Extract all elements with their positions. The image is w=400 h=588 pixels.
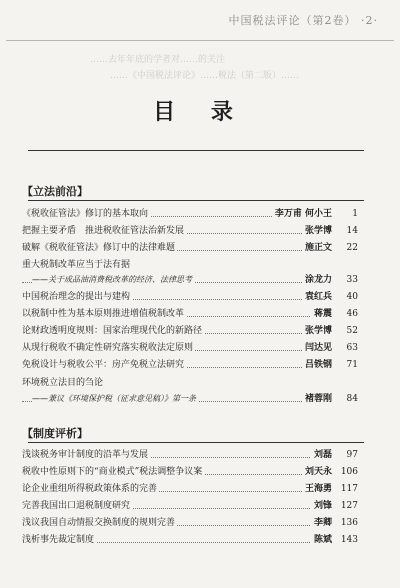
entry-title: 免税设计与税收公平：房产免税立法研究 [22,360,185,370]
entry-page: 97 [346,450,358,460]
toc-entry[interactable] [22,224,358,238]
toc-entry[interactable] [22,324,358,338]
entry-author: 李万甫 何小王 [272,207,332,221]
entry-page: 1 [352,209,358,219]
toc-entry[interactable] [22,533,358,547]
running-header [229,12,379,28]
entry-page: 63 [346,343,358,353]
entry-author: 张学博 [302,224,332,238]
entry-author: 陈斌 [311,533,332,547]
entry-title: 论企业重组所得税政策体系的完善 [22,484,158,494]
entry-author: 褚蓉刚 [302,392,332,406]
entry-title: 以税制中性为基本原则推进增值税制改革 [22,309,185,319]
section-heading: 【立法前沿】 [22,185,88,198]
entry-title: 《税收征管法》修订的基本取向 [22,209,149,219]
bleed-through-text: ……《中国税法评论》……税法（第二版）…… [110,71,300,81]
entry-page: 52 [346,326,358,336]
toc-entry-title-line[interactable] [22,376,358,390]
entry-title: 重大税制改革应当于法有据 [22,260,131,270]
toc-entry[interactable] [22,392,358,406]
entry-page: 117 [340,484,358,494]
entry-author: 刘天永 [302,465,332,479]
toc-entry[interactable] [22,207,358,221]
entry-title: 完善我国出口退税制度研究 [22,501,131,511]
entry-page: 143 [340,535,358,545]
toc-entry[interactable] [22,290,358,304]
entry-title: 破解《税收征管法》修订中的法律难题 [22,243,176,253]
divider [28,200,364,201]
entry-page: 71 [346,360,358,370]
entry-page: 33 [346,275,358,285]
toc-entry[interactable] [22,482,358,496]
entry-subtitle: ——兼议《环境保护税（征求意见稿）》第一条 [32,392,198,406]
entry-page: 22 [346,243,358,253]
section-heading: 【制度评析】 [22,427,88,440]
entry-page: 106 [340,467,358,477]
entry-author: 李卿 [311,516,332,530]
entry-author: 蒋震 [311,307,332,321]
entry-author: 王海勇 [302,482,332,496]
toc-entry[interactable] [22,465,358,479]
toc-entry[interactable] [22,341,358,355]
toc-entry[interactable] [22,358,358,372]
bleed-through-text: ……去年年底的学者对……的关注 [90,55,226,65]
entry-author: 袁红兵 [302,290,332,304]
entry-title: 从现行税收不确定性研究落实税收法定原则 [22,343,194,353]
entry-title: 论财政透明度规则：国家治理现代化的新路径 [22,326,203,336]
toc-title: 目 录 [153,100,247,125]
page-marker: ·2· [361,14,378,27]
toc-entry[interactable] [22,273,358,287]
entry-page: 136 [340,518,358,528]
toc-entry[interactable] [22,241,358,255]
toc-entry[interactable] [22,516,358,530]
entry-page: 84 [346,394,358,404]
toc-entry[interactable] [22,307,358,321]
running-title: 中国税法评论（第2卷） [228,14,357,27]
entry-author: 施正文 [302,241,332,255]
entry-title: 浅议我国自动情报交换制度的规则完善 [22,518,176,528]
entry-author: 刘磊 [311,448,332,462]
entry-author: 刘锋 [311,499,332,513]
entry-page: 14 [346,226,358,236]
page-header [6,0,394,41]
divider [28,150,364,151]
entry-author: 闫达见 [302,341,332,355]
entry-author: 吕铁钢 [302,358,332,372]
entry-author: 涂龙力 [302,273,332,287]
toc-entry[interactable] [22,448,358,462]
toc-entry[interactable] [22,499,358,513]
entry-title: 把握主要矛盾 推进税收征管法治新发展 [22,226,185,236]
divider [28,442,364,443]
entry-title: 浅谈税务审计制度的沿革与发展 [22,450,149,460]
entry-page: 46 [346,309,358,319]
entry-page: 127 [340,501,358,511]
entry-page: 40 [346,292,358,302]
entry-author: 张学博 [302,324,332,338]
entry-title: 浅析事先裁定制度 [22,535,95,545]
entry-subtitle: ——关于成品油消费税改革的经济、法律思考 [32,273,194,287]
entry-title: 环境税立法目的刍论 [22,378,104,388]
toc-entry-title-line[interactable] [22,258,358,272]
entry-title: 税收中性原则下的“商业模式”税法调整争议案 [22,467,203,477]
entry-title: 中国税治理念的提出与建构 [22,292,131,302]
